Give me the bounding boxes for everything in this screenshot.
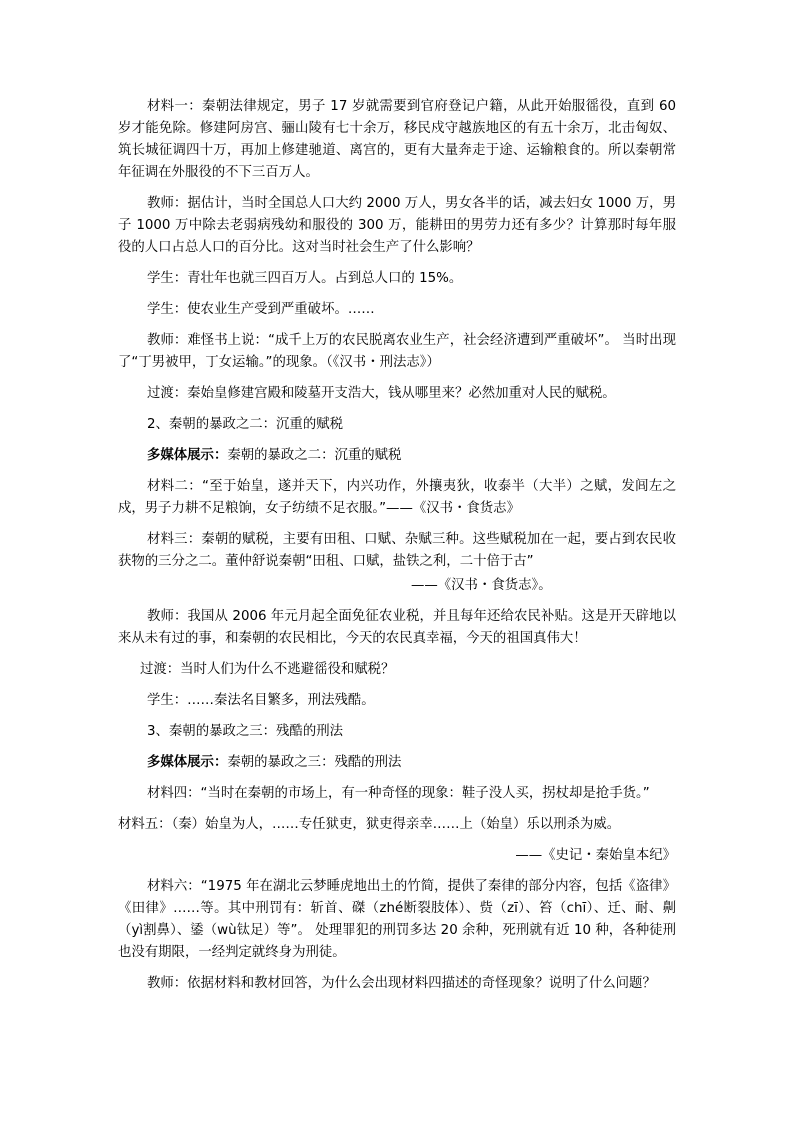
multimedia-text: 秦朝的暴政之二：沉重的赋税 xyxy=(227,448,402,463)
student-answer-paragraph: 学生：……秦法名目繁多，刑法残酷。 xyxy=(147,693,375,708)
student-answer-paragraph: 学生：青壮年也就三四百万人。占到总人口的 15%。 xyxy=(147,271,463,286)
material-one-paragraph: 材料一：秦朝法律规定，男子 17 岁就需要到官府登记户籍，从此开始服徭役，直到 60 岁才能免除。修建阿房宫、骊山陵有七十余万，移民戍守越族地区的有五十余万，北击匈奴、筑长城征调四十万，再加上修建驰道、离宫的，更有大量奔走于途、运输粮食的。所以秦朝常年征调在外服役的不下三百万人。 xyxy=(118,99,676,180)
section-heading-3: 3、秦朝的暴政之三：残酷的刑法 xyxy=(147,724,343,739)
material-five-paragraph: 材料五：（秦）始皇为人，……专任狱吏，狱吏得亲幸……上（始皇）乐以刑杀为威。 xyxy=(118,817,621,832)
material-three-paragraph: 材料三：秦朝的赋税，主要有田租、口赋、杂赋三种。这些赋税加在一起，要占到农民收获物的三分之二。董仲舒说秦朝“田租、口赋，盐铁之利，二十倍于古” xyxy=(118,532,676,569)
multimedia-text: 秦朝的暴政之三：残酷的刑法 xyxy=(227,755,402,770)
multimedia-display-3 xyxy=(118,752,676,774)
student-answer-paragraph: 学生：使农业生产受到严重破坏。…… xyxy=(147,302,375,317)
teacher-question-paragraph: 教师：依据材料和教材回答，为什么会出现材料四描述的奇怪现象？说明了什么问题？ xyxy=(147,976,656,991)
document-page xyxy=(118,96,676,1004)
teacher-comment-paragraph: 教师：难怪书上说：“成千上万的农民脱离农业生产，社会经济遭到严重破坏”。 当时出现了“丁男被甲，丁女运输。”的现象。（《汉书・刑法志》） xyxy=(118,333,676,370)
multimedia-label: 多媒体展示： xyxy=(147,755,228,770)
material-four-paragraph: 材料四：“当时在秦朝的市场上，有一种奇怪的现象：鞋子没人买，拐杖却是抢手货。” xyxy=(147,786,650,801)
transition-paragraph: 过渡：秦始皇修建宫殿和陵墓开支浩大，钱从哪里来？必然加重对人民的赋税。 xyxy=(147,386,616,401)
transition-paragraph: 过渡：当时人们为什么不逃避徭役和赋税？ xyxy=(140,662,395,677)
material-six-paragraph: 材料六：“1975 年在湖北云梦睡虎地出土的竹简，提供了秦律的部分内容，包括《盗律》《田律》……等。其中刑罚有：斩首、磔（zhé断裂肢体）、赀（zī）、笞（chī）、迁、耐、劓（yì割鼻）、鋈（wù钛足）等”。 处理罪犯的刑罚多达 20 余种，死刑就有近 10 种，各种徒刑也没有期限，一经判定就终身为刑徒。 xyxy=(118,879,676,960)
material-five-citation: ——《史记・秦始皇本纪》 xyxy=(515,848,676,863)
teacher-question-paragraph: 教师：据估计，当时全国总人口大约 2000 万人，男女各半的话，减去妇女 1000 万，男子 1000 万中除去老弱病残幼和服役的 300 万，能耕田的男劳力还有多少？计算那时每年服役的人口占总人口的百分比。这对当时社会生产了什么影响？ xyxy=(118,196,676,255)
material-three-citation: ——《汉书・食货志》。 xyxy=(411,578,552,593)
material-two-paragraph: 材料二：“至于始皇，遂并天下，内兴功作，外攘夷狄，收泰半（大半）之赋，发闾左之戍，男子力耕不足粮饷，女子纺绩不足衣服。”——《汉书・食货志》 xyxy=(118,479,676,516)
multimedia-label: 多媒体展示： xyxy=(147,448,228,463)
multimedia-display-2 xyxy=(118,445,676,467)
teacher-comment-paragraph: 教师：我国从 2006 年元月起全面免征农业税，并且每年还给农民补贴。这是开天辟地以来从未有过的事，和秦朝的农民相比，今天的农民真幸福，今天的祖国真伟大！ xyxy=(118,609,676,646)
section-heading-2: 2、秦朝的暴政之二：沉重的赋税 xyxy=(147,417,343,432)
